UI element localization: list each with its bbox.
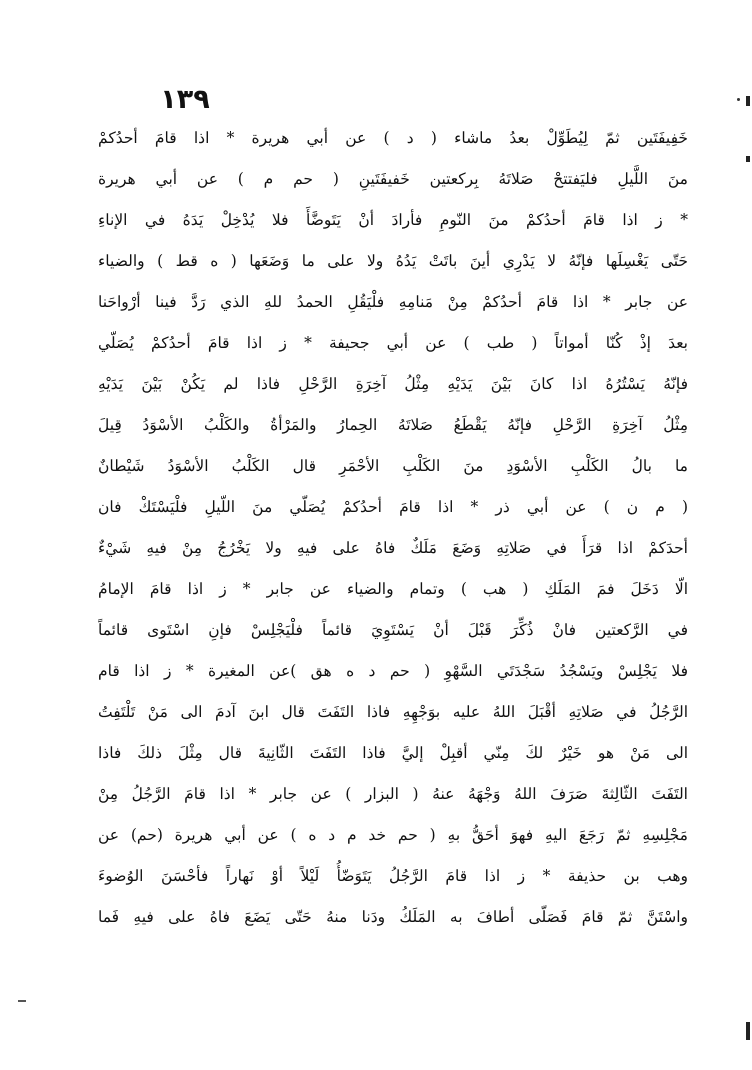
text-line: بعدَ إذْ كُنّا أمواتاً ( طب ) عن أبي جحيفة * ز اذا قامَ أحدُكمْ يُصَلّي (98, 334, 688, 352)
text-line: مَجْلِسِهِ ثمّ رَجَعَ اليهِ فهوَ أحَقُّ بهِ ( حم خد م د ه ) عن أبي هريرة (حم) عن (98, 826, 688, 844)
text-line: وهب بن حذيفة * ز اذا قامَ الرَّجُلُ يَتَوَضّأُ لَيْلاً أوْ نَهاراً فأحْسَنَ الوُضوءَ (98, 867, 688, 885)
scan-edge-mark (746, 156, 750, 162)
text-line: واسْتَنَّ ثمّ قامَ فَصَلّى أطافَ به المَلَكُ ودَنا منهُ حَتّى يَضَعَ فاهُ على فيهِ فَما (98, 908, 688, 926)
text-line: الرَّجُلُ في صَلاتِهِ أقْبَلَ اللهُ عليه بوَجْهِهِ فاذا التَفَتَ قال ابنَ آدمَ الى مَنْ تَلْتَفِتُ (98, 703, 688, 721)
text-line: فلا يَجْلِسْ ويَسْجُدُ سَجْدَتَي السَّهْوِ ( حم د ه هق )عن المغيرة * ز اذا قام (98, 662, 688, 680)
text-line: ما بالُ الكَلْبِ الأسْوَدِ منَ الكَلْبِ الأحْمَرِ قال الكَلْبُ الأسْوَدُ شَيْطانٌ (98, 457, 688, 475)
text-line: أحدَكمْ اذا قرَأَ في صَلاتِهِ وَضَعَ مَلَكٌ فاهُ على فيهِ ولا يَخْرُجُ مِنْ فيهِ شَيْءٌ (98, 539, 688, 557)
scan-edge-mark (18, 1000, 26, 1002)
text-line: ( م ن ) عن أبي ذر * اذا قامَ أحدُكمْ يُصَلّي منَ اللّيلِ فلْيَسْتَكْ فان (98, 498, 688, 516)
scan-edge-mark (746, 96, 750, 106)
text-line: منَ اللَّيلِ فليَفتتحْ صَلاتَهُ بِركعتين خَفيفَتَينِ ( حم م ) عن أبي هريرة (98, 170, 688, 188)
text-line: الى مَنْ هو خَيْرٌ لكَ مِنّي أقبِلْ إليَّ فاذا التَفَتَ الثّانِيةَ قال مِثْلَ ذلكَ فاذا (98, 744, 688, 762)
scan-edge-mark (746, 1022, 750, 1040)
text-line: الّا دَخَلَ فمَ المَلَكِ ( هب ) وتمام والضياء عن جابر * ز اذا قامَ الإمامُ (98, 580, 688, 598)
text-line: * ز اذا قامَ أحدُكمْ منَ النّومِ فأرادَ أنْ يَتَوضَّأَ فلا يُدْخِلْ يَدَهُ في الإناءِ (98, 211, 688, 229)
text-line: عن جابر * اذا قامَ أحدُكمْ مِنْ مَنامِهِ فلْيَقُلِ الحمدُ للهِ الذي رَدَّ فينا أرْواحَنا (98, 293, 688, 311)
body-text (98, 118, 688, 938)
text-line: فإنّهُ يَسْتُرُهُ اذا كانَ بَيْنَ يَدَيْهِ مِثْلُ آخِرَةِ الرَّحْلِ فاذا لم يَكُنْ بَيْنَ يَدَيْهِ (98, 375, 688, 393)
text-line: خَفِيفَتَين ثمّ لِيُطَوِّلْ بعدُ ماشاء ( د ) عن أبي هريرة * اذا قامَ أحدُكمْ (98, 129, 688, 147)
scan-edge-dot (737, 98, 740, 101)
text-line: في الرَّكعتين فانْ ذُكِّرَ قَبْلَ أنْ يَسْتَوِيَ قائماً فلْيَجْلِسْ فإنِ اسْتَوى قائماً (98, 621, 688, 639)
page-number: ١٣٩ (160, 84, 210, 115)
text-line: مِثْلُ آخِرَةِ الرَّحْلِ فإنّهُ يَقْطَعُ صَلاتَهُ الحِمارُ والمَرْأةُ والكَلْبُ الأسْوَدُ قِيلَ (98, 416, 688, 434)
text-line: حَتّى يَغْسِلَها فإنّهُ لا يَدْرِي أينَ باتَتْ يَدُهُ ولا على ما وَضَعَها ( ه قط ) والضياء (98, 252, 688, 270)
text-line: التَفَتَ الثّالِثةَ صَرَفَ اللهُ وَجْهَهُ عنهُ ( البزار ) عن جابر * اذا قامَ الرَّجُلُ مِنْ (98, 785, 688, 803)
